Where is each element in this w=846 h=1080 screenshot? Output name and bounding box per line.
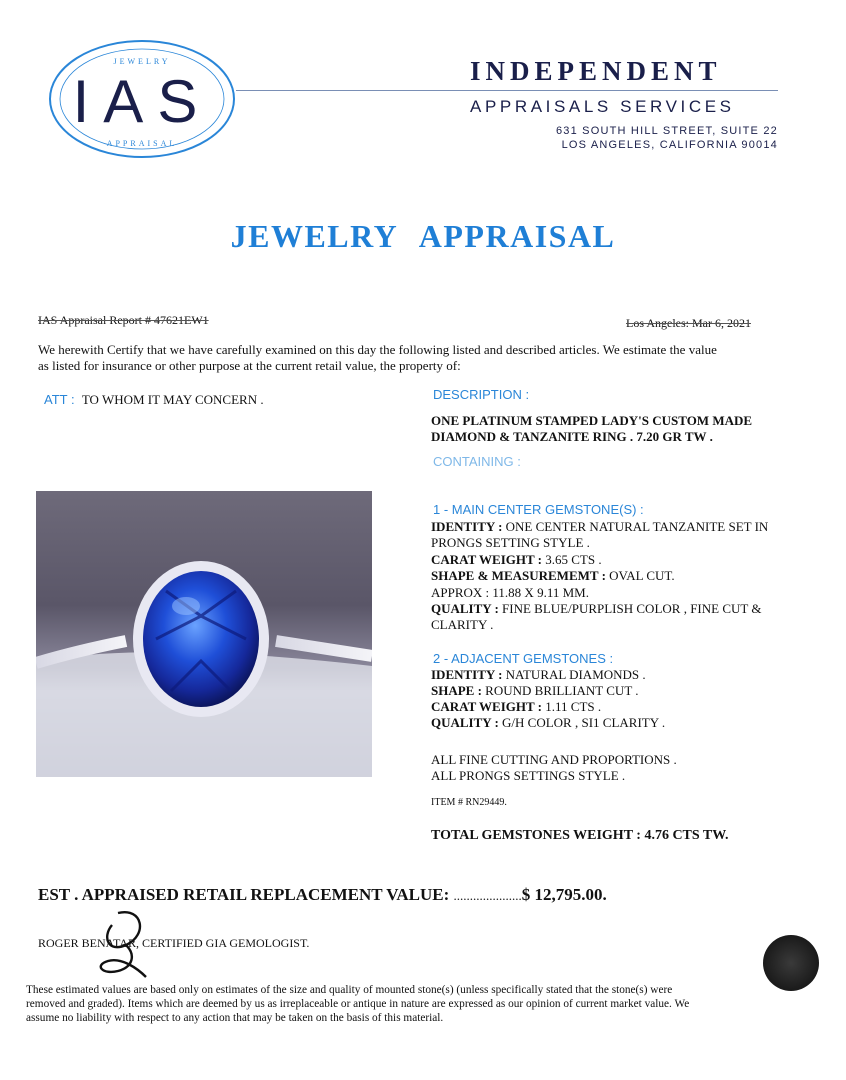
center-carat-value: 3.65 CTS .	[545, 552, 602, 567]
address-line-2: LOS ANGELES, CALIFORNIA 90014	[561, 139, 778, 151]
document-title: JEWELRY APPRAISAL	[230, 218, 616, 254]
center-quality-value-2: CLARITY .	[431, 617, 494, 632]
center-quality-value: FINE BLUE/PURPLISH COLOR , FINE CUT &	[502, 601, 762, 616]
company-subtitle: APPRAISALS SERVICES	[470, 97, 735, 116]
report-place-date: Los Angeles: Mar 6, 2021	[626, 316, 751, 330]
intro-line-2: as listed for insurance or other purpose at the current retail value, the property of:	[38, 358, 461, 373]
appraised-value-label: EST . APPRAISED RETAIL REPLACEMENT VALUE:	[38, 885, 450, 904]
adjacent-shape-label: SHAPE :	[431, 683, 482, 698]
att-label: ATT :	[44, 392, 75, 407]
description-line-2: DIAMOND & TANZANITE RING . 7.20 GR TW .	[431, 429, 713, 444]
adjacent-carat	[431, 698, 601, 715]
ring-illustration	[36, 491, 372, 777]
adjacent-carat-value: 1.11 CTS .	[545, 699, 602, 714]
adjacent-identity-label: IDENTITY :	[431, 667, 503, 682]
containing-label: CONTAINING :	[433, 454, 521, 469]
center-identity-label: IDENTITY :	[431, 519, 503, 534]
total-gemstones-weight: TOTAL GEMSTONES WEIGHT : 4.76 CTS TW.	[431, 828, 729, 843]
center-shape-label: SHAPE & MEASUREMEMT :	[431, 568, 606, 583]
disclaimer-line-1: These estimated values are based only on estimates of the size and quality of mounted stone(s) (unless specifically stated that the stone(s) were	[26, 984, 673, 996]
ias-logo	[46, 38, 238, 160]
adjacent-quality	[431, 714, 665, 731]
att	[44, 391, 264, 408]
att-value: TO WHOM IT MAY CONCERN .	[81, 392, 264, 407]
logo-letters: IAS	[72, 68, 212, 135]
center-identity-value-2: PRONGS SETTING STYLE .	[431, 535, 590, 550]
disclaimer-line-3: assume no liability with respect to any action that may be taken on the basis of this material.	[26, 1012, 444, 1024]
adjacent-identity	[431, 666, 646, 683]
center-identity-value: ONE CENTER NATURAL TANZANITE SET IN	[505, 519, 769, 534]
center-identity	[431, 518, 768, 535]
disclaimer-line-2: removed and graded). Items which are deemed by us as irreplaceable or antique in nature are expressed as our opinion of current market value. We	[26, 998, 690, 1010]
center-carat-label: CARAT WEIGHT :	[431, 552, 543, 567]
description-label: DESCRIPTION :	[433, 387, 530, 402]
center-quality-label: QUALITY :	[431, 601, 499, 616]
ring-photo	[36, 491, 372, 777]
appraised-value	[38, 885, 607, 905]
item-number: ITEM # RN29449.	[431, 797, 507, 808]
logo-ring-top: JEWELRY	[113, 57, 171, 66]
center-quality	[431, 600, 761, 617]
signer-name: ROGER BENATAR, CERTIFIED GIA GEMOLOGIST.	[38, 936, 310, 950]
center-shape	[431, 567, 675, 584]
intro-line-1: We herewith Certify that we have carefully examined on this day the following listed and described articles. We estimate the value	[38, 342, 717, 357]
appraised-value-amount: $ 12,795.00.	[521, 885, 607, 904]
report-number: IAS Appraisal Report # 47621EW1	[38, 313, 209, 327]
center-stone-heading: 1 - MAIN CENTER GEMSTONE(S) :	[433, 502, 644, 517]
adjacent-shape-value: ROUND BRILLIANT CUT .	[485, 683, 639, 698]
adjacent-carat-label: CARAT WEIGHT :	[431, 699, 543, 714]
logo-ring-bottom: APPRAISAL	[106, 139, 178, 148]
address-line-1: 631 SOUTH HILL STREET, SUITE 22	[555, 125, 778, 137]
appraised-value-dots: .....................	[453, 888, 522, 903]
adjacent-shape	[431, 682, 639, 699]
description-line-1: ONE PLATINUM STAMPED LADY'S CUSTOM MADE	[431, 413, 753, 428]
center-approx: APPROX : 11.88 X 9.11 MM.	[431, 585, 589, 600]
header-rule	[236, 90, 778, 91]
center-shape-value: OVAL CUT.	[609, 568, 675, 583]
adjacent-identity-value: NATURAL DIAMONDS .	[505, 667, 646, 682]
adjacent-quality-value: G/H COLOR , SI1 CLARITY .	[502, 715, 666, 730]
notes-line-2: ALL PRONGS SETTINGS STYLE .	[431, 768, 626, 783]
company-name: INDEPENDENT	[470, 56, 722, 86]
center-carat	[431, 551, 602, 568]
disclaimer	[26, 983, 816, 1025]
notes-line-1: ALL FINE CUTTING AND PROPORTIONS .	[431, 752, 677, 767]
adjacent-quality-label: QUALITY :	[431, 715, 499, 730]
adjacent-heading: 2 - ADJACENT GEMSTONES :	[433, 651, 614, 666]
